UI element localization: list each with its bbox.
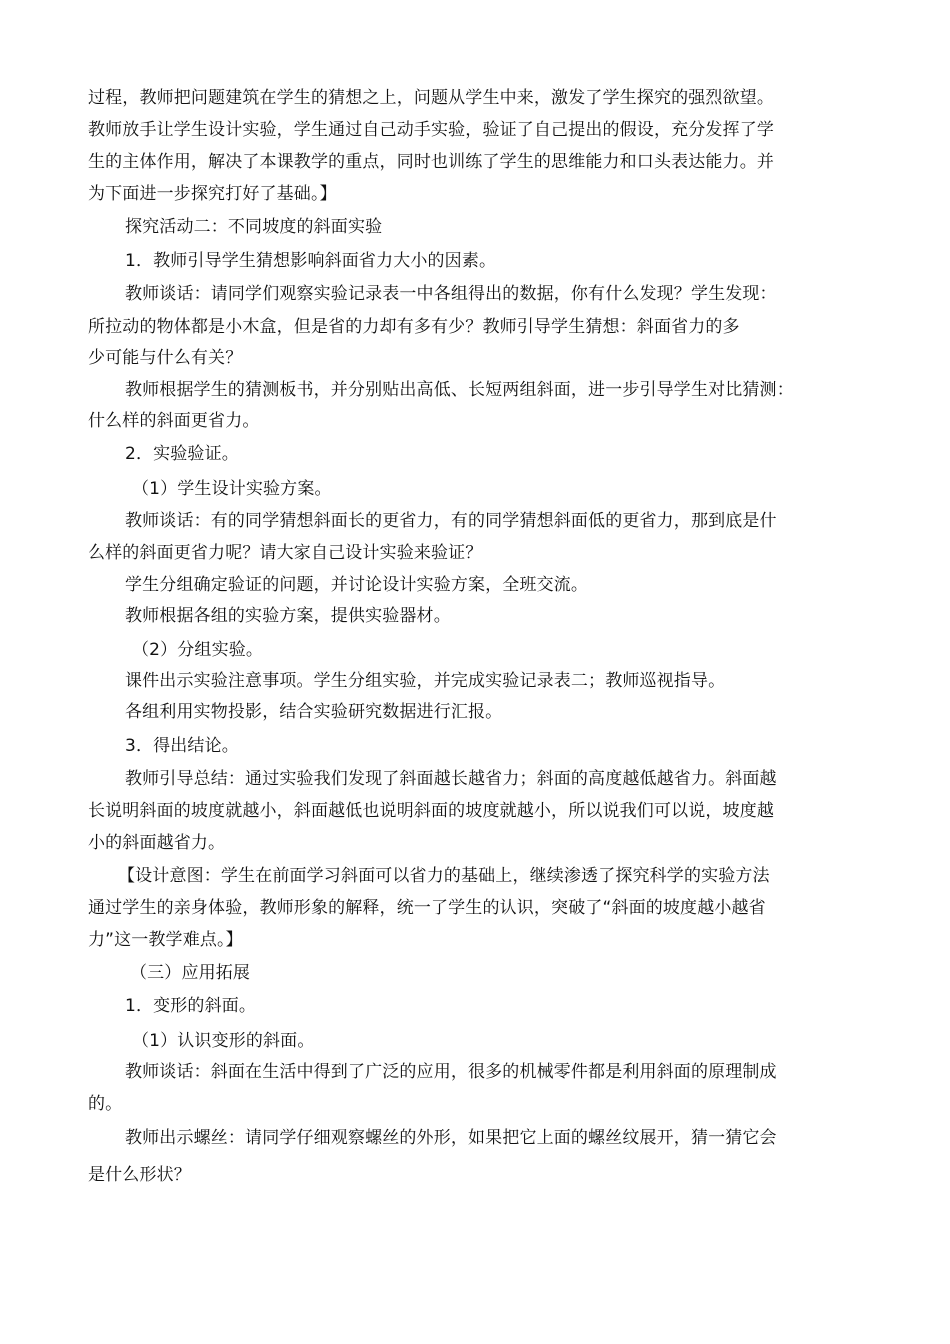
text-line: 教师根据各组的实验方案，提供实验器材。: [125, 606, 451, 626]
numbered-step: 1．变形的斜面。: [125, 996, 257, 1016]
text-line: 教师谈话：请同学们观察实验记录表一中各组得出的数据，你有什么发现？学生发现：: [125, 284, 777, 304]
text-line: 课件出示实验注意事项。学生分组实验，并完成实验记录表二；教师巡视指导。: [125, 671, 726, 691]
text-line: 是什么形状？: [88, 1165, 191, 1185]
text-line: 所拉动的物体都是小木盒，但是省的力却有多有少？教师引导学生猜想：斜面省力的多: [88, 317, 740, 337]
numbered-step: 1．教师引导学生猜想影响斜面省力大小的因素。: [125, 251, 497, 271]
text-line: 力”这一教学难点。】: [88, 930, 243, 950]
numbered-step: 2．实验验证。: [125, 444, 239, 464]
text-line: 小的斜面越省力。: [88, 833, 226, 853]
text-line: 各组利用实物投影，结合实验研究数据进行汇报。: [125, 702, 503, 722]
text-line: 教师引导总结：通过实验我们发现了斜面越长越省力；斜面的高度越低越省力。斜面越: [125, 769, 777, 789]
text-line: 教师谈话：斜面在生活中得到了广泛的应用，很多的机械零件都是利用斜面的原理制成: [125, 1062, 777, 1082]
sub-step: （1）学生设计实验方案。: [132, 479, 332, 499]
text-line: 过程，教师把问题建筑在学生的猜想之上，问题从学生中来，激发了学生探究的强烈欲望。: [88, 88, 774, 108]
text-line: 什么样的斜面更省力。: [88, 411, 260, 431]
text-line: 么样的斜面更省力呢？请大家自己设计实验来验证？: [88, 543, 483, 563]
sub-step: （2）分组实验。: [132, 640, 264, 660]
text-line: 长说明斜面的坡度就越小，斜面越低也说明斜面的坡度就越小，所以说我们可以说，坡度越: [88, 801, 774, 821]
text-line: 教师谈话：有的同学猜想斜面长的更省力，有的同学猜想斜面低的更省力，那到底是什: [125, 511, 777, 531]
text-line: 学生分组确定验证的问题，并讨论设计实验方案，全班交流。: [125, 575, 589, 595]
numbered-step: 3．得出结论。: [125, 736, 239, 756]
sub-step: （1）认识变形的斜面。: [132, 1031, 315, 1051]
design-intent-line: 【设计意图：学生在前面学习斜面可以省力的基础上，继续渗透了探究科学的实验方法: [118, 866, 770, 886]
text-line: 为下面进一步探究打好了基础。】: [88, 184, 337, 204]
text-line: 教师出示螺丝：请同学仔细观察螺丝的外形，如果把它上面的螺丝纹展开，猜一猜它会: [125, 1128, 777, 1148]
text-line: 的。: [88, 1094, 123, 1114]
text-line: 通过学生的亲身体验，教师形象的解释，统一了学生的认识，突破了“斜面的坡度越小越省: [88, 898, 766, 918]
text-line: 教师根据学生的猜测板书，并分别贴出高低、长短两组斜面，进一步引导学生对比猜测：: [125, 380, 794, 400]
text-line: 少可能与什么有关？: [88, 348, 243, 368]
text-line: 教师放手让学生设计实验，学生通过自己动手实验，验证了自己提出的假设，充分发挥了学: [88, 120, 774, 140]
text-line: 生的主体作用，解决了本课教学的重点，同时也训练了学生的思维能力和口头表达能力。并: [88, 152, 774, 172]
section-heading: 探究活动二：不同坡度的斜面实验: [125, 217, 383, 237]
section-heading: （三）应用拓展: [130, 963, 251, 983]
